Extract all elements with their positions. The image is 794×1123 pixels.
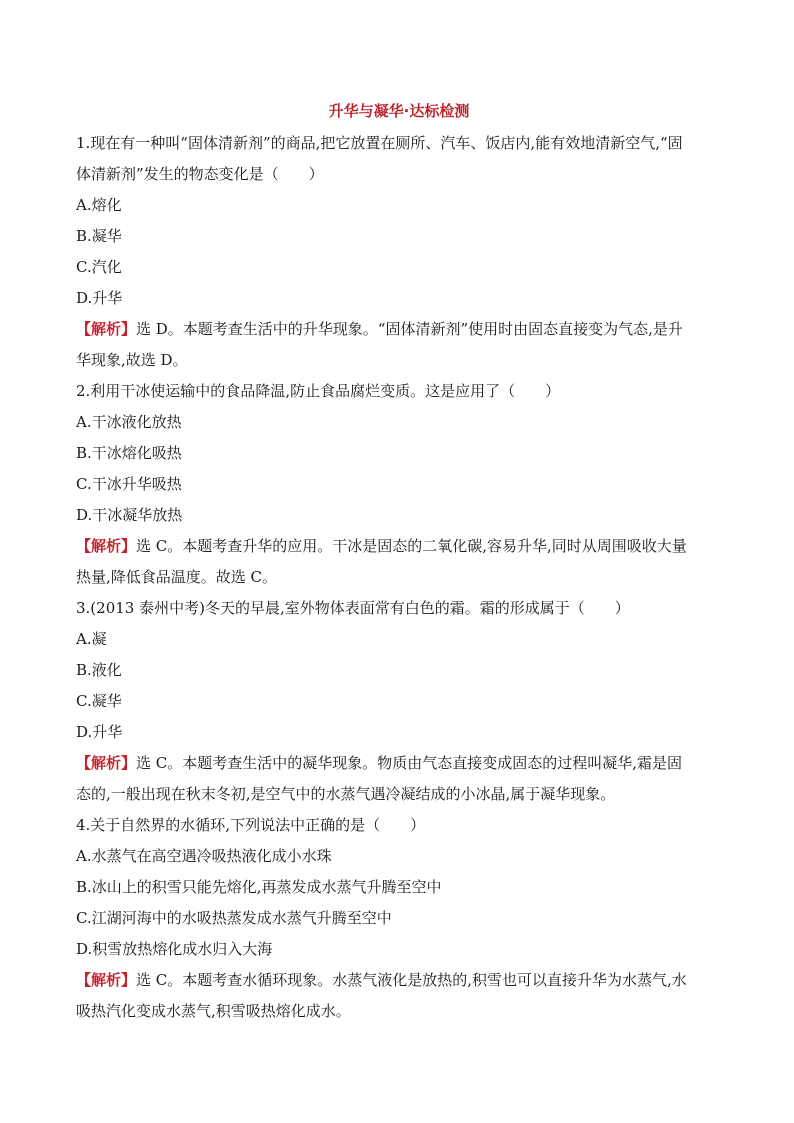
analysis-line	[76, 965, 722, 996]
analysis-text: 选 D。本题考查生活中的升华现象。“固体清新剂”使用时由固态直接变为气态,是升	[136, 320, 683, 338]
analysis-line	[76, 531, 722, 562]
analysis-label: 【解析】	[76, 537, 137, 555]
option-c: C.凝华	[76, 692, 122, 710]
question-stem-line: 体清新剂”发生的物态变化是（ ）	[76, 165, 324, 183]
analysis-label: 【解析】	[76, 320, 137, 338]
question-stem-line: 2.利用干冰使运输中的食品降温,防止食品腐烂变质。这是应用了（ ）	[76, 382, 561, 400]
option-b: B.凝华	[76, 227, 122, 245]
analysis-text: 选 C。本题考查水循环现象。水蒸气液化是放热的,积雪也可以直接升华为水蒸气,水	[136, 971, 687, 989]
question-stem-line: 3.(2013 泰州中考)冬天的早晨,室外物体表面常有白色的霜。霜的形成属于（ ）	[76, 599, 630, 617]
question-2	[76, 376, 722, 593]
option-c: C.江湖河海中的水吸热蒸发成水蒸气升腾至空中	[76, 909, 392, 927]
option-a: A.水蒸气在高空遇冷吸热液化成小水珠	[76, 847, 332, 865]
option-c: C.干冰升华吸热	[76, 475, 182, 493]
option-c: C.汽化	[76, 258, 122, 276]
option-a: A.干冰液化放热	[76, 413, 182, 431]
analysis-label: 【解析】	[76, 971, 137, 989]
analysis-line	[76, 314, 722, 345]
option-b: B.干冰熔化吸热	[76, 444, 182, 462]
option-d: D.积雪放热熔化成水归入大海	[76, 940, 273, 958]
analysis-line: 热量,降低食品温度。故选 C。	[76, 568, 278, 586]
option-a: A.熔化	[76, 196, 122, 214]
option-d: D.升华	[76, 723, 123, 741]
analysis-line: 吸热汽化变成水蒸气,积雪吸热熔化成水。	[76, 1002, 351, 1020]
option-d: D.升华	[76, 289, 123, 307]
option-d: D.干冰凝华放热	[76, 506, 183, 524]
question-stem-line: 4.关于自然界的水循环,下列说法中正确的是（ ）	[76, 816, 426, 834]
question-stem-line: 1.现在有一种叫“固体清新剂”的商品,把它放置在厕所、汽车、饭店内,能有效地清新空气,“固	[76, 134, 683, 152]
question-1	[76, 128, 722, 376]
option-a: A.凝	[76, 630, 107, 648]
question-3	[76, 593, 722, 810]
analysis-text: 选 C。本题考查生活中的凝华现象。物质由气态直接变成固态的过程叫凝华,霜是固	[136, 754, 683, 772]
analysis-line	[76, 748, 722, 779]
analysis-text: 选 C。本题考查升华的应用。干冰是固态的二氧化碳,容易升华,同时从周围吸收大量	[136, 537, 687, 555]
analysis-line: 华现象,故选 D。	[76, 351, 188, 369]
document-title: 升华与凝华·达标检测	[328, 102, 470, 120]
document-page	[76, 98, 722, 1027]
analysis-label: 【解析】	[76, 754, 137, 772]
option-b: B.液化	[76, 661, 122, 679]
analysis-line: 态的,一般出现在秋末冬初,是空气中的水蒸气遇冷凝结成的小冰晶,属于凝华现象。	[76, 785, 616, 803]
option-b: B.冰山上的积雪只能先熔化,再蒸发成水蒸气升腾至空中	[76, 878, 442, 896]
question-4	[76, 810, 722, 1027]
